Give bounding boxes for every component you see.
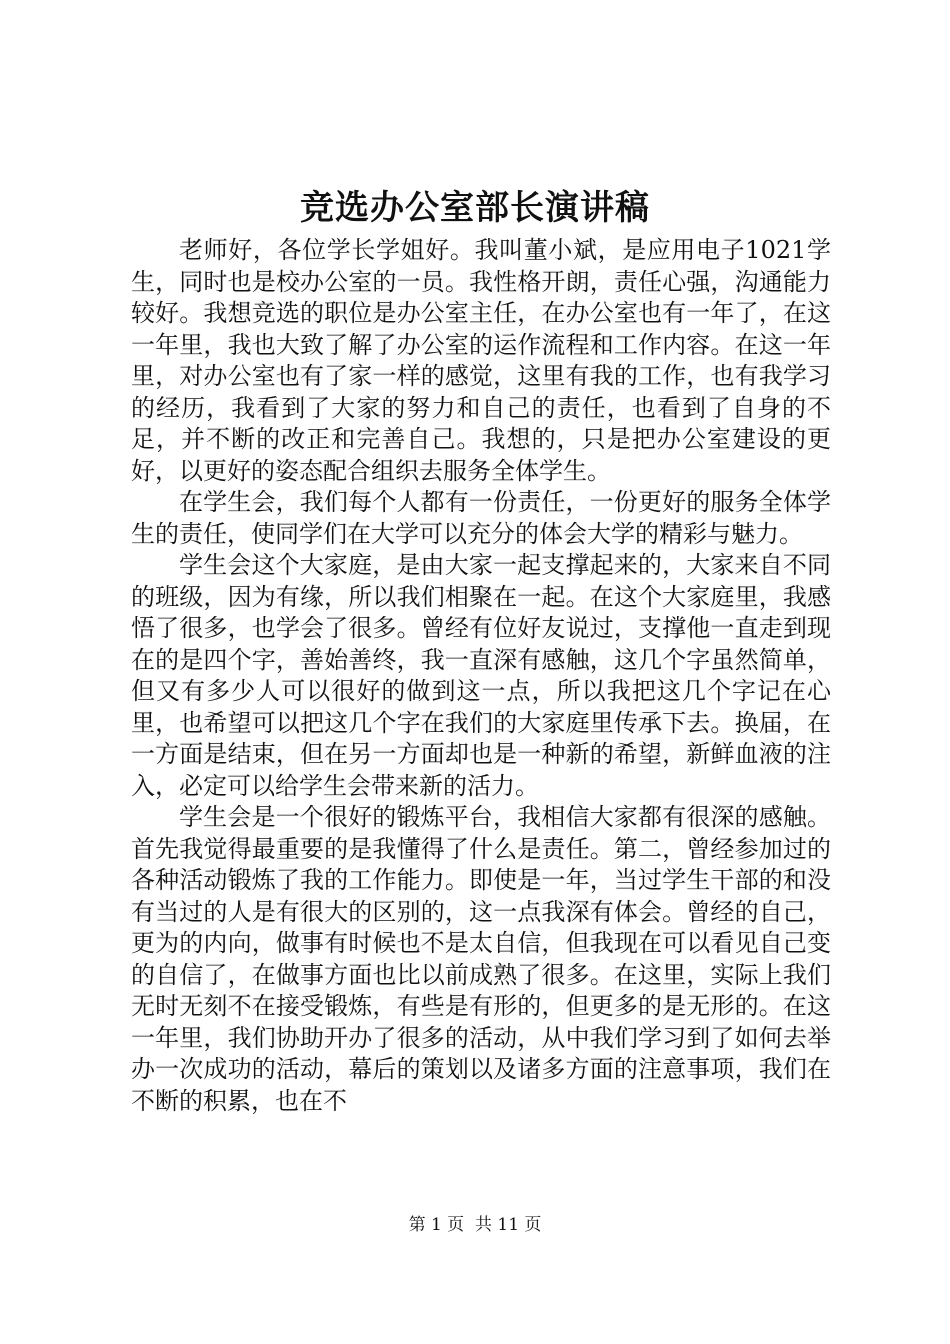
paragraph: 学生会是一个很好的锻炼平台，我相信大家都有很深的感触。首先我觉得最重要的是我懂得了什么是责任。第二，曾经参加过的各种活动锻炼了我的工作能力。即使是一年，当过学生干部的和没有当过的人是有很大的区别的，这一点我深有体会。曾经的自己，更为的内向，做事有时候也不是太自信，但我现在可以看见自己变的自信了，在做事方面也比以前成熟了很多。在这里，实际上我们无时无刻不在接受锻炼，有些是有形的，但更多的是无形的。在这一年里，我们协助开办了很多的活动，从中我们学习到了如何去举办一次成功的活动，幕后的策划以及诸多方面的注意事项，我们在不断的积累，也在不 [131,803,831,1115]
page-number-footer: 第 1 页 共 11 页 [408,1215,542,1235]
document-title: 竞选办公室部长演讲稿 [300,188,650,228]
paragraph: 老师好，各位学长学姐好。我叫董小斌，是应用电子1021学生，同时也是校办公室的一员。我性格开朗，责任心强，沟通能力较好。我想竞选的职位是办公室主任，在办公室也有一年了，在这一年里，我也大致了解了办公室的运作流程和工作内容。在这一年里，对办公室也有了家一样的感觉，这里有我的工作，也有我学习的经历，我看到了大家的努力和自己的责任，也看到了自身的不足，并不断的改正和完善自己。我想的，只是把办公室建设的更好，以更好的姿态配合组织去服务全体学生。 [131,236,831,485]
paragraph: 在学生会，我们每个人都有一份责任，一份更好的服务全体学生的责任，使同学们在大学可以充分的体会大学的精彩与魅力。 [131,488,831,548]
document-body [131,235,831,1117]
paragraph: 学生会这个大家庭，是由大家一起支撑起来的，大家来自不同的班级，因为有缘，所以我们相聚在一起。在这个大家庭里，我感悟了很多，也学会了很多。曾经有位好友说过，支撑他一直走到现在的是四个字，善始善终，我一直深有感触，这几个字虽然简单，但又有多少人可以很好的做到这一点，所以我把这几个字记在心里，也希望可以把这几个字在我们的大家庭里传承下去。换届，在一方面是结束，但在另一方面却也是一种新的希望，新鲜血液的注入，必定可以给学生会带来新的活力。 [131,551,831,800]
